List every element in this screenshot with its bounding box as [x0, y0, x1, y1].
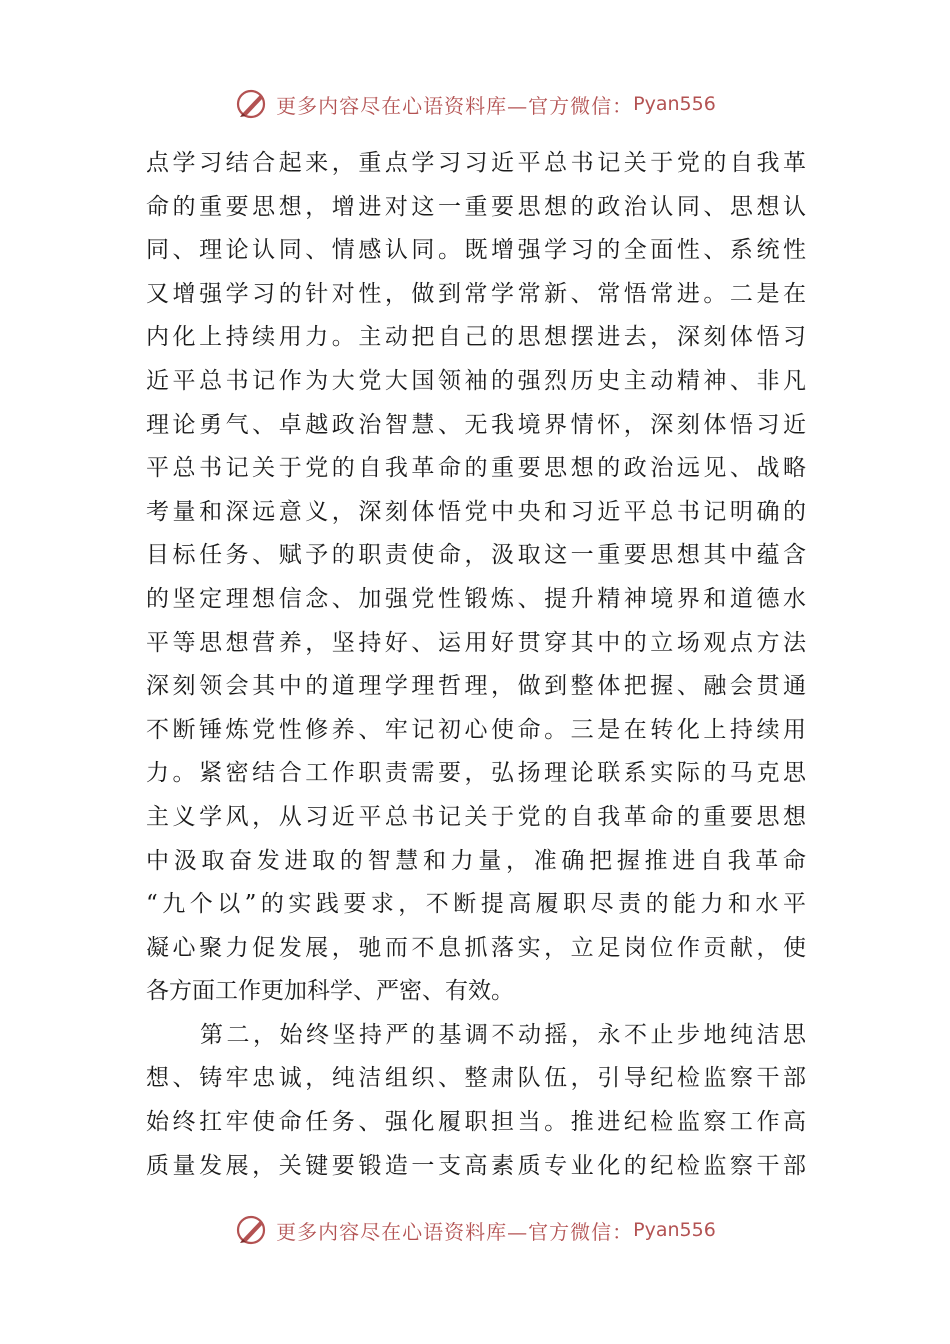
body-line: 想、铸牢忠诚，纯洁组织、整肃队伍，引导纪检监察干部	[146, 1065, 806, 1092]
body-line: 内化上持续用力。主动把自己的思想摆进去，深刻体悟习	[146, 324, 806, 351]
watermark-text: 更多内容尽在心语资料库—官方微信：	[276, 93, 634, 118]
footer-watermark	[0, 1210, 950, 1250]
body-line: 同、理论认同、情感认同。既增强学习的全面性、系统性	[146, 237, 806, 264]
body-line: 凝心聚力促发展，驰而不息抓落实，立足岗位作贡献，使	[146, 934, 806, 961]
body-line: 的坚定理想信念、加强党性锻炼、提升精神境界和道德水	[146, 585, 806, 612]
header-watermark	[0, 84, 950, 124]
body-line: 力。紧密结合工作职责需要，弘扬理论联系实际的马克思	[146, 760, 806, 787]
body-line: 主义学风，从习近平总书记关于党的自我革命的重要思想	[146, 803, 806, 830]
pen-logo-icon	[234, 1212, 270, 1248]
watermark-text: 更多内容尽在心语资料库—官方微信：	[276, 1219, 634, 1244]
body-line: “九个以”的实践要求，不断提高履职尽责的能力和水平	[146, 891, 806, 918]
body-line: 各方面工作更加科学、严密、有效。	[146, 978, 514, 1005]
body-line: 中汲取奋发进取的智慧和力量，准确把握推进自我革命	[146, 847, 806, 874]
document-body	[146, 142, 806, 1188]
body-line: 又增强学习的针对性，做到常学常新、常悟常进。二是在	[146, 280, 806, 307]
body-line-paragraph-start: 第二，始终坚持严的基调不动摇，永不止步地纯洁思	[200, 1021, 806, 1048]
pen-logo-icon	[234, 86, 270, 122]
body-line: 理论勇气、卓越政治智慧、无我境界情怀，深刻体悟习近	[146, 411, 806, 438]
body-line: 点学习结合起来，重点学习习近平总书记关于党的自我革	[146, 150, 806, 176]
body-line: 考量和深远意义，深刻体悟党中央和习近平总书记明确的	[146, 498, 806, 525]
body-line: 平等思想营养，坚持好、运用好贯穿其中的立场观点方法	[146, 629, 806, 656]
body-line: 平总书记关于党的自我革命的重要思想的政治远见、战略	[146, 455, 806, 482]
body-line: 始终扛牢使命任务、强化履职担当。推进纪检监察工作高	[146, 1109, 806, 1136]
body-line: 质量发展，关键要锻造一支高素质专业化的纪检监察干部	[146, 1152, 806, 1179]
watermark-wechat-id: Pyan556	[633, 93, 716, 115]
body-line: 不断锤炼党性修养、牢记初心使命。三是在转化上持续用	[146, 716, 806, 743]
body-line: 目标任务、赋予的职责使命，汲取这一重要思想其中蕴含	[146, 542, 806, 569]
body-line: 深刻领会其中的道理学理哲理，做到整体把握、融会贯通	[146, 673, 806, 700]
watermark-wechat-id: Pyan556	[633, 1219, 716, 1241]
body-line: 命的重要思想，增进对这一重要思想的政治认同、思想认	[146, 193, 806, 220]
body-line: 近平总书记作为大党大国领袖的强烈历史主动精神、非凡	[146, 367, 806, 394]
